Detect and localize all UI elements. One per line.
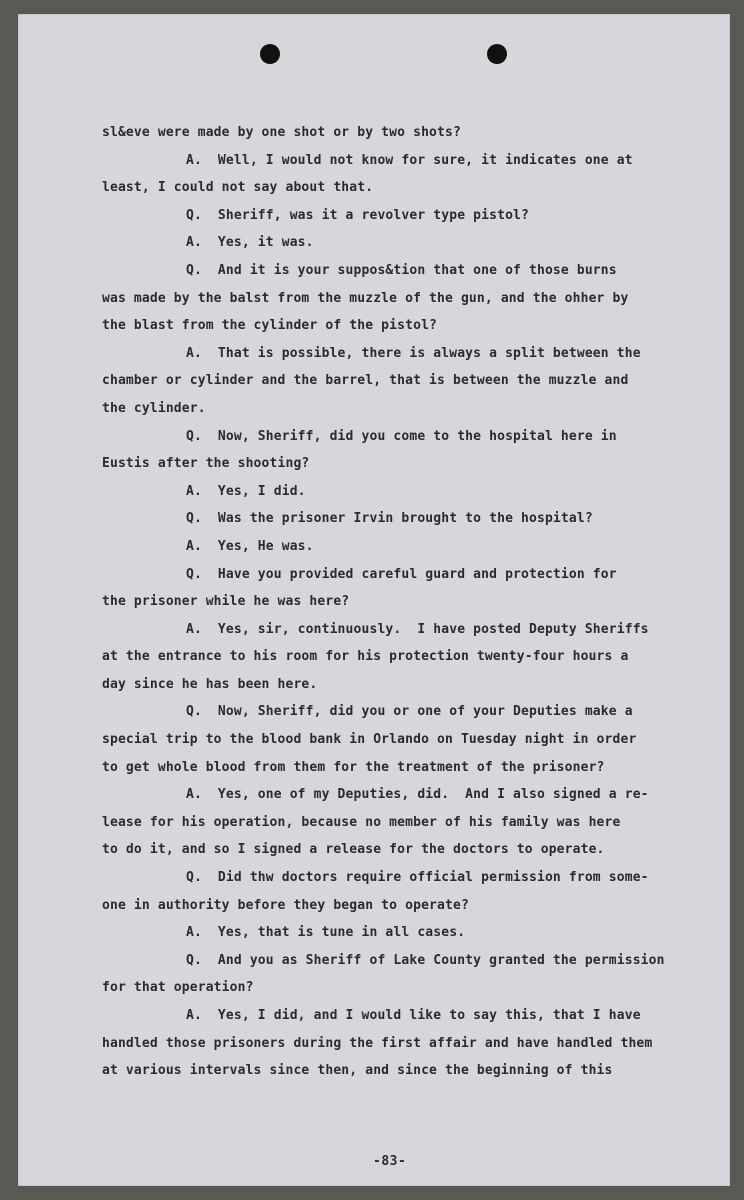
transcript-line: Q. And you as Sheriff of Lake County granted the permission [186,952,665,968]
transcript-line: Q. Was the prisoner Irvin brought to the hospital? [186,511,593,527]
transcript-line: chamber or cylinder and the barrel, that is between the muzzle and [102,373,629,389]
punch-hole-left [260,44,280,64]
transcript-line: sl&eve were made by one shot or by two shots? [102,125,461,140]
transcript-line: lease for his operation, because no member of his family was here [102,814,621,830]
transcript-line: A. Yes, I did, and I would like to say this, that I have [186,1008,641,1023]
transcript-line: the cylinder. [102,400,206,416]
transcript-line: for that operation? [102,980,254,996]
transcript-line: A. That is possible, there is always a split between the [186,345,641,361]
transcript-line: Q. And it is your suppos&tion that one of those burns [186,262,617,278]
transcript-line: Q. Now, Sheriff, did you or one of your Deputies make a [186,704,633,720]
transcript-line: was made by the balst from the muzzle of the gun, and the ohher by [102,290,629,306]
transcript-line: at various intervals since then, and since the beginning of this [102,1063,613,1079]
transcript-line: A. Yes, one of my Deputies, did. And I also signed a re- [186,787,649,803]
punch-hole-right [487,44,507,64]
transcript-line: A. Yes, I did. [186,483,306,499]
transcript-line: Q. Sheriff, was it a revolver type pistol? [186,207,529,223]
transcript-line: the prisoner while he was here? [102,594,350,610]
transcript-line: A. Yes, that is tune in all cases. [186,925,466,941]
page-number: -83- [373,1154,407,1169]
transcript-line: at the entrance to his room for his protection twenty-four hours a [102,649,629,665]
transcript-line: special trip to the blood bank in Orlando on Tuesday night in order [102,732,637,748]
transcript-line: A. Well, I would not know for sure, it indicates one at [186,152,633,168]
transcript-line: one in authority before they began to operate? [102,897,469,913]
transcript-line: least, I could not say about that. [102,180,374,196]
transcript-line: Q. Have you provided careful guard and protection for [186,566,617,582]
transcript-line: Q. Now, Sheriff, did you come to the hospital here in [186,428,617,444]
transcript-line: A. Yes, sir, continuously. I have posted Deputy Sheriffs [186,621,649,637]
transcript-line: A. Yes, He was. [186,538,314,554]
transcript-line: day since he has been here. [102,676,318,692]
transcript-body [102,119,732,1085]
transcript-line: A. Yes, it was. [186,235,314,251]
transcript-line: Q. Did thw doctors require official permission from some- [186,870,649,886]
transcript-line: the blast from the cylinder of the pistol? [102,318,438,334]
transcript-line: to get whole blood from them for the treatment of the prisoner? [102,759,605,775]
document-page [18,14,730,1186]
transcript-line: Eustis after the shooting? [102,456,310,472]
transcript-line: handled those prisoners during the first affair and have handled them [102,1035,653,1051]
transcript-line: to do it, and so I signed a release for the doctors to operate. [102,842,605,858]
